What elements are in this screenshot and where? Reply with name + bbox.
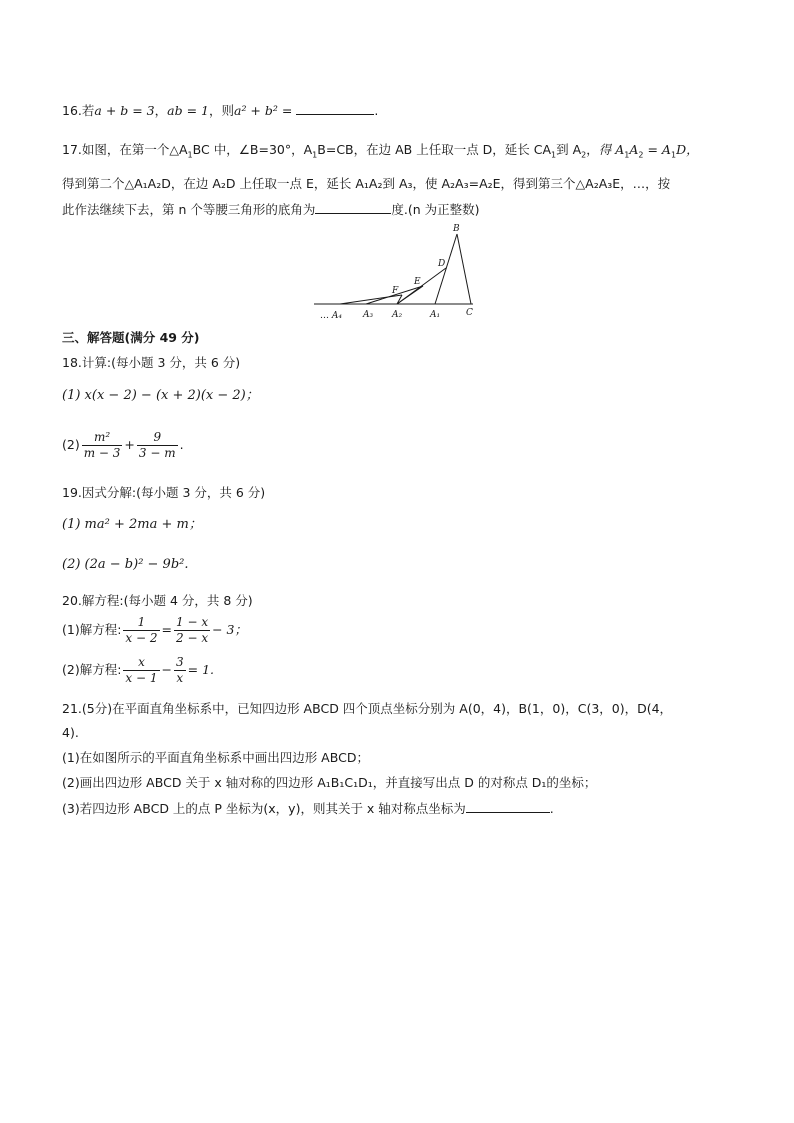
question-17-line-1: 17.如图，在第一个$\triangle A_1BC$ 中，∠B=30°，$A_1B=CB$，在边 AB 上任取一点 D，延长 $CA_1$到 $A_2$，得 $A_1A_2 = A_1D$， [62,142,699,160]
q20-p1-fraction-1 [123,615,159,646]
q18-f2-numerator: 9 [137,430,178,446]
q18-part-1: (1) x(x − 2) − (x + 2)(x − 2)； [62,388,259,403]
q20-p1-fraction-2 [174,615,210,646]
triangle-figure [310,222,486,322]
label-f: F [392,286,399,296]
q17-answer-blank[interactable] [315,200,391,214]
question-21-line-2: 4). [62,725,79,740]
q17-line3-text: 此作法继续下去，第 n 个等腰三角形的底角为 [62,202,316,217]
label-a1: A₁ [430,310,441,320]
q20-p1-f1-numerator: 1 [123,615,159,631]
q21-answer-blank[interactable] [466,799,550,813]
q20-p2-f2-denominator: x [176,671,184,685]
q20-p2-f1-numerator: x [123,655,159,671]
label-a2: A₂ [392,310,403,320]
q20-p1-label: (1)解方程: [62,622,122,637]
q16-answer-blank[interactable] [296,101,374,115]
q20-p2-fraction-2 [174,655,186,686]
q17-text-a: 17.如图，在第一个△A [62,142,188,157]
segment-b-c [457,234,471,304]
q17-text-b: BC 中，∠B=30°，A [192,142,313,157]
q20-p2-f1-denominator: x − 1 [125,671,158,685]
q21-part-2: (2)画出四边形 ABCD 关于 x 轴对称的四边形 A₁B₁C₁D₁，并直接写出点 D 的对称点 D₁的坐标； [62,775,597,790]
segment-a1-b [435,234,457,304]
q19-part-1: (1) ma² + 2ma + m； [62,517,202,532]
section-3-title: 三、解答题(满分 49 分) [62,330,200,345]
q21-part-1: (1)在如图所示的平面直角坐标系中画出四边形 ABCD； [62,750,369,765]
q18-f2-denominator: 3 − m [138,446,176,460]
q16-ask: ，则 [208,103,234,118]
q19-part-2: (2) (2a − b)² − 9b². [62,557,189,572]
question-20-title: 20.解方程:(每小题 4 分，共 8 分) [62,593,253,608]
q20-p2-minus: − [161,662,172,677]
question-21-line-1: 21.(5分)在平面直角坐标系中，已知四边形 ABCD 四个顶点坐标分别为 A(0，4)，B(1，0)，C(3，0)，D(4， [62,701,673,716]
q20-p1-f2-denominator: 2 − x [176,631,209,645]
q21-p3-end: . [549,801,554,816]
label-a4: … A₄ [320,311,342,321]
q17-text-e: ， [586,142,599,157]
label-c: C [466,308,473,318]
q18-p2-label: (2) [62,437,80,452]
q20-p2-label: (2)解方程: [62,662,122,677]
q17-text-i: D， [676,142,699,157]
q17-text-g: A [629,142,639,157]
q20-part-2 [62,652,754,688]
q18-part-2 [62,428,754,462]
question-19-title: 19.因式分解:(每小题 3 分，共 6 分) [62,485,266,500]
q20-p1-f1-denominator: x − 2 [125,631,158,645]
q17-text-h: = A [643,142,671,157]
q17-text-c: B=CB，在边 AB 上任取一点 D，延长 CA [317,142,552,157]
label-d: D [438,259,446,269]
label-e: E [414,277,421,287]
q18-f1-numerator: m² [82,430,123,446]
label-a3: A₃ [363,310,374,320]
q20-part-1 [62,612,754,648]
q20-p1-equals: = [161,622,172,637]
q18-p2-end: . [179,437,184,452]
q16-end: . [374,103,379,118]
q20-p2-fraction-1 [123,655,159,686]
q20-p1-f2-numerator: 1 − x [176,615,209,629]
question-16: 16.若a + b = 3，ab = 1，则a² + b² = . [62,103,379,118]
q20-p2-end: = 1. [187,662,215,677]
q16-condition-2: ab = 1 [167,103,209,118]
q20-p2-f2-numerator: 3 [176,655,184,669]
q18-fraction-1 [82,430,123,461]
q18-f1-denominator: m − 3 [83,446,121,460]
q17-text-f: 得 A [598,142,625,157]
question-17-line-3 [62,200,754,219]
question-18-title: 18.计算:(每小题 3 分，共 6 分) [62,355,241,370]
q17-text-d: 到 A [556,142,582,157]
q20-p1-end: − 3； [212,622,247,637]
q21-p3-text: (3)若四边形 ABCD 上的点 P 坐标为(x，y)，则其关于 x 轴对称点坐标为 [62,801,466,816]
q18-plus: + [124,437,135,452]
question-17-line-2: 得到第二个△A₁A₂D，在边 A₂D 上任取一点 E，延长 A₁A₂到 A₃，使 A₂A₃=A₂E，得到第三个△A₂A₃E，…，按 [62,176,671,191]
q21-part-3 [62,799,754,818]
label-b: B [453,224,460,234]
q18-fraction-2 [137,430,178,461]
q16-expression: a² + b² = [234,103,293,118]
q16-label: 16.若 [62,103,95,118]
q16-condition-1: a + b = 3 [94,103,155,118]
q17-line3-end: 度.(n 为正整数) [391,202,480,217]
